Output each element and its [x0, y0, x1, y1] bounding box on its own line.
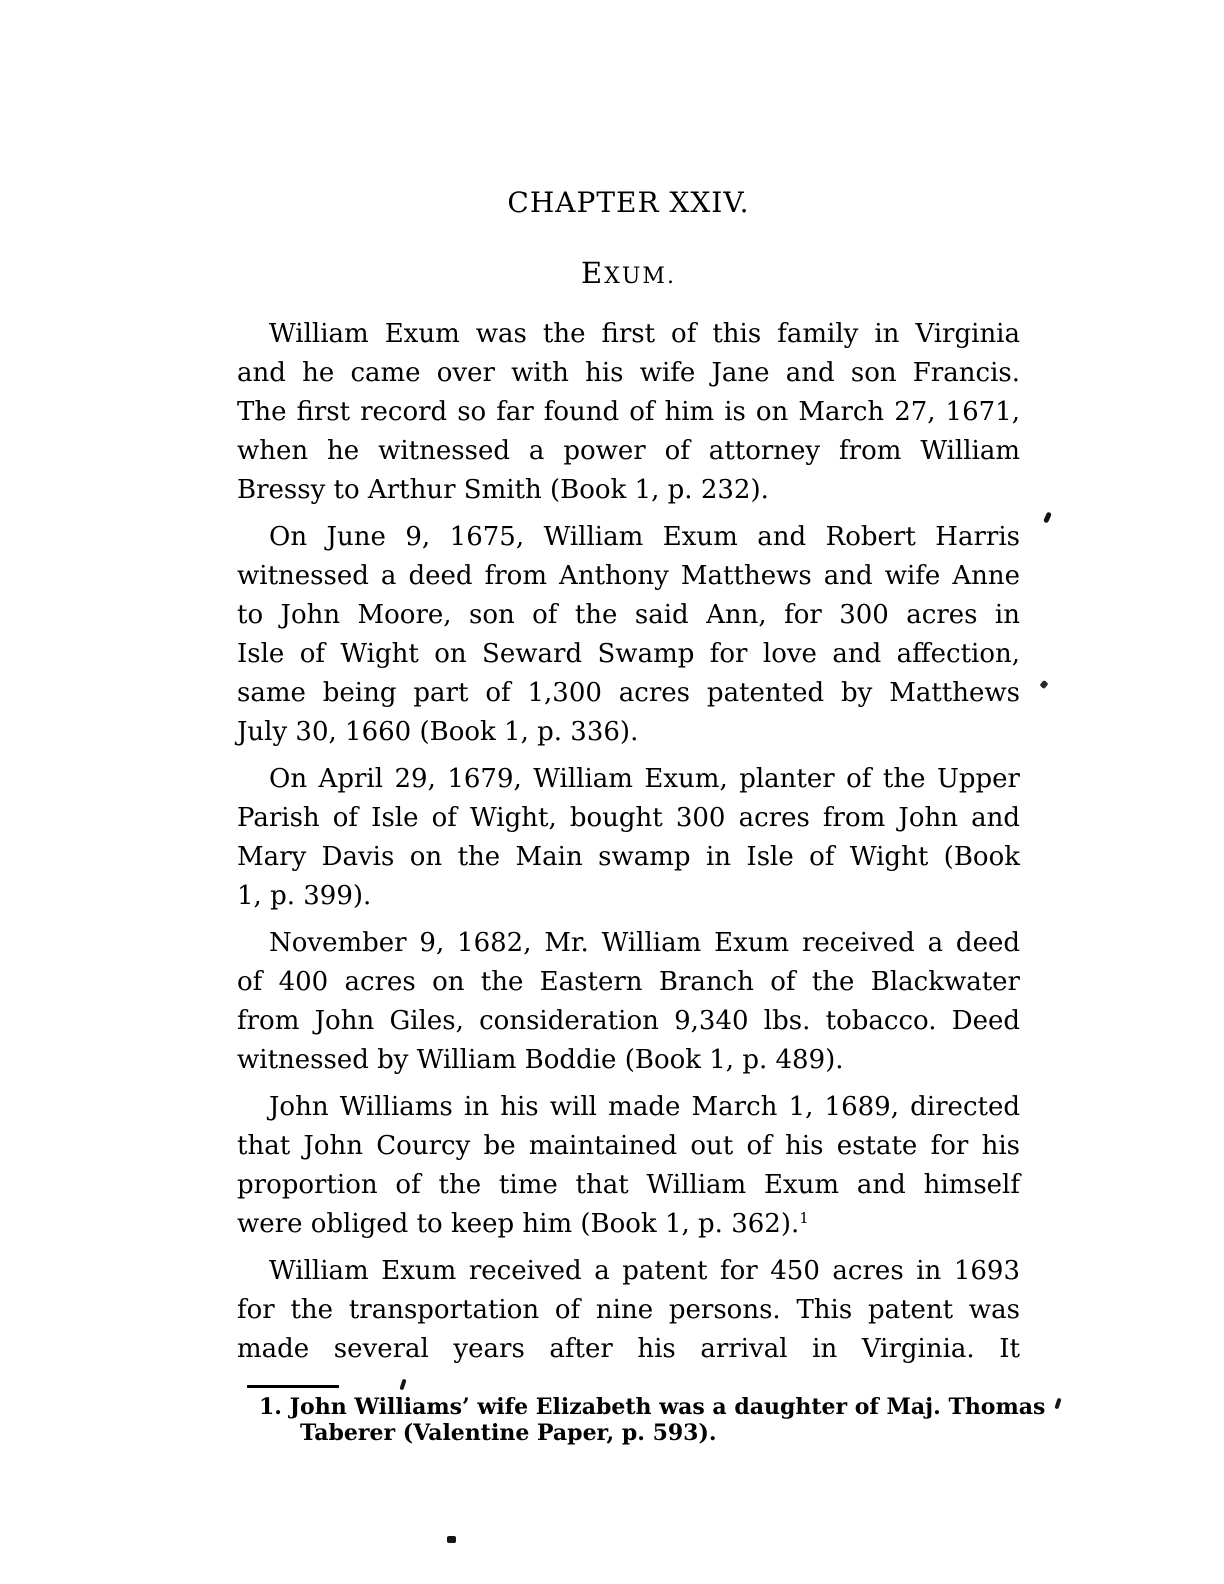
text-line: John Williams in his will made March 1, 1689, directed [269, 1092, 1020, 1122]
paragraph [237, 1088, 1020, 1244]
text-line: from John Giles, consideration 9,340 lbs. tobacco. Deed [237, 1006, 1020, 1036]
text-line: for the transportation of nine persons. This patent was [237, 1295, 1020, 1325]
text-line: Mary Davis on the Main swamp in Isle of Wight (Book [237, 842, 1020, 872]
paragraph [237, 760, 1020, 916]
text-line: Isle of Wight on Seward Swamp for love and affection, [237, 639, 1020, 669]
paragraph [237, 1252, 1020, 1369]
text-line: Bressy to Arthur Smith (Book 1, p. 232). [237, 475, 769, 505]
ink-speck [1043, 511, 1052, 523]
text-line: witnessed a deed from Anthony Matthews and wife Anne [237, 561, 1020, 591]
footnote-separator-rule [247, 1385, 339, 1388]
ink-speck [447, 1536, 456, 1543]
text-line: of 400 acres on the Eastern Branch of the Blackwater [237, 967, 1020, 997]
text-line: On June 9, 1675, William Exum and Robert Harris [269, 522, 1020, 552]
text-line: 1, p. 399). [237, 881, 372, 911]
footnote [259, 1394, 1046, 1446]
text-line-body: were obliged to keep him (Book 1, p. 362). [237, 1209, 800, 1239]
text-line: The first record so far found of him is on March 27, 1671, [237, 397, 1020, 427]
text-line: same being part of 1,300 acres patented by Matthews [237, 678, 1020, 708]
text-column [237, 0, 1046, 1584]
text-line: On April 29, 1679, William Exum, planter of the Upper [269, 764, 1020, 794]
text-line: proportion of the time that William Exum and himself [237, 1170, 1020, 1200]
text-line: William Exum received a patent for 450 acres in 1693 [269, 1256, 1020, 1286]
text-line: William Exum was the first of this family in Virginia [269, 319, 1020, 349]
paragraph [237, 924, 1020, 1080]
body-text [237, 315, 1046, 1446]
footnote-reference: 1 [799, 1209, 809, 1227]
text-line: that John Courcy be maintained out of his estate for his [237, 1131, 1020, 1161]
chapter-heading: CHAPTER XXIV. [507, 186, 750, 219]
text-line: to John Moore, son of the said Ann, for 300 acres in [237, 600, 1020, 630]
paragraph [237, 315, 1020, 510]
footnote-line: Taberer (Valentine Paper, p. 593). [300, 1420, 717, 1446]
text-line: Parish of Isle of Wight, bought 300 acres from John and [237, 803, 1020, 833]
ink-speck [1039, 680, 1048, 689]
text-line: November 9, 1682, Mr. William Exum received a deed [269, 928, 1020, 958]
text-line: when he witnessed a power of attorney from William [237, 436, 1020, 466]
ink-speck [1054, 1398, 1061, 1410]
section-title [237, 256, 1020, 290]
text-line [237, 1205, 1020, 1244]
text-line: witnessed by William Boddie (Book 1, p. 489). [237, 1045, 844, 1075]
paragraph [237, 518, 1020, 752]
section-title-initial: E [581, 256, 605, 290]
text-line: made several years after his arrival in Virginia. It [237, 1334, 1020, 1364]
text-line: July 30, 1660 (Book 1, p. 336). [237, 717, 639, 747]
footnote-line: 1. John Williams’ wife Elizabeth was a daughter of Maj. Thomas [259, 1394, 1046, 1420]
section-title-smallcaps: XUM. [604, 264, 676, 289]
text-line: and he came over with his wife Jane and son Francis. [237, 358, 1020, 388]
